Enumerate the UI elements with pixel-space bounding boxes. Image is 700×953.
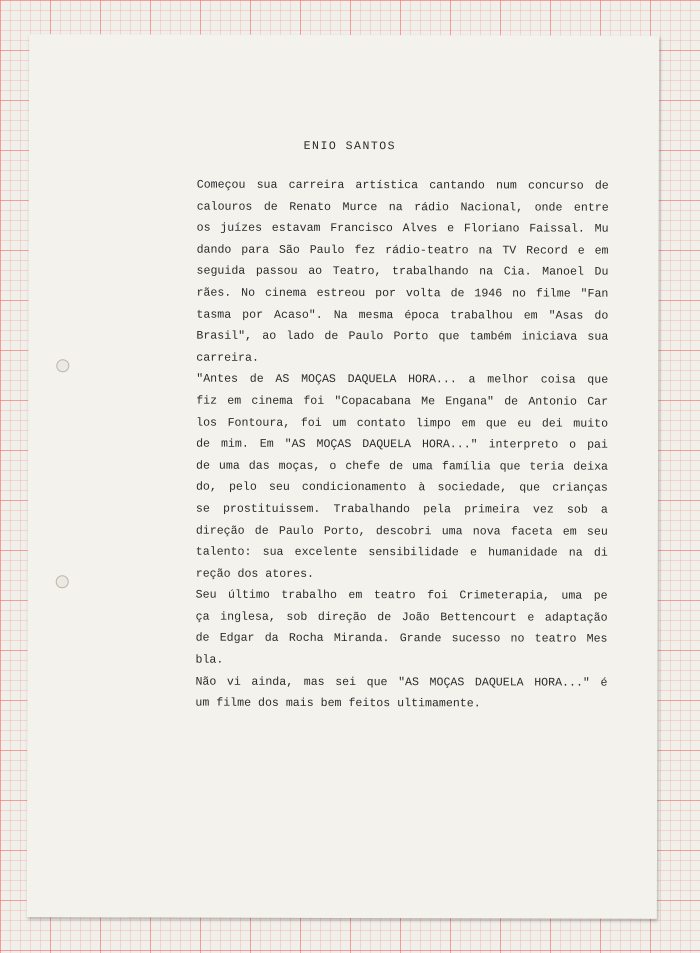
word: João [401,611,430,625]
word: Renato [289,200,332,214]
word: DAQUELA [347,373,397,387]
word: em [227,394,242,408]
word: 1946 [474,287,503,301]
word: Trabalhando [333,502,411,517]
word: um [332,416,347,430]
text-line [196,369,608,392]
text-line [196,520,608,543]
word: sei [335,675,357,689]
word: seu [586,525,608,539]
word: seguida [196,264,246,279]
word: ao [262,329,277,343]
word: e [447,222,455,236]
word: uma [218,459,240,473]
word: MOÇAS [301,373,336,387]
text-line [197,261,609,284]
text-line [197,239,609,262]
word: chefe [345,459,381,473]
text-line [196,434,608,457]
word: rádio [414,200,450,214]
text-line [196,304,608,327]
word: tasma [196,308,232,322]
word: o [569,438,577,452]
word: ainda, [251,675,294,689]
word: adaptação [544,611,608,625]
word: vez [532,503,554,517]
word: pelo [228,481,257,495]
word: crianças [552,481,608,496]
word: sua [262,545,284,559]
word: na [479,265,494,279]
word: Fontoura, [227,416,291,430]
word: condicionamento [301,481,407,495]
word: fiz [196,394,218,408]
word: HORA..." [421,438,478,452]
word: família [441,459,491,474]
word: vi [226,675,241,689]
word: Faissal. [529,222,585,236]
word: "AS [284,437,306,452]
word: mesma [358,308,394,322]
word: os [196,221,211,235]
word: sua [256,178,278,192]
text-line [196,283,608,306]
word: num [495,179,517,193]
word: Manoel [542,265,584,280]
text-line [196,477,608,500]
word: à [418,481,426,495]
word: de [377,610,392,625]
word: Record [526,244,568,258]
word: também [469,330,512,344]
word: humanidade [488,546,558,560]
word: em [523,309,538,323]
word: Grande [399,632,442,646]
word: de [196,437,211,451]
word: artística [355,179,419,193]
word: de [324,330,339,344]
word: no [510,632,525,646]
word: HORA..." [534,676,590,690]
text-line [196,412,608,435]
word: Cia. [503,265,532,279]
text-line [196,326,608,349]
word: pai [587,438,608,452]
word: em [562,525,577,539]
word: época [404,308,440,322]
word: teatro [373,589,416,603]
word: das [248,459,270,473]
word: é [600,676,608,690]
word: que [587,373,609,388]
word: MOÇAS [316,438,352,452]
word: Crimeterapia, [459,589,550,603]
word: na [478,244,493,258]
word: fez [354,243,376,257]
word: Começou [196,178,246,192]
word: AS [275,373,290,387]
word: se [195,502,210,516]
word: que [519,481,541,495]
word: "Copacabana [334,394,411,409]
word: trabalho [281,589,337,603]
word: Francisco [330,222,393,236]
word: de [195,632,210,646]
page-title: ENIO SANTOS [303,139,397,154]
word: Acaso". [274,308,323,322]
word: Engana" [445,395,495,409]
word: talento: [195,545,252,559]
word: estreou [316,286,366,301]
word: São [278,243,300,257]
word: contato [356,416,406,430]
word: Du [594,266,609,280]
word: Murce [342,200,378,214]
word: dando [196,243,232,257]
text-line [197,175,609,198]
text-line [196,455,608,478]
word: de [504,395,519,409]
word: na [568,546,583,560]
word: volta [405,287,441,301]
word: sob [286,610,308,624]
word: de [594,179,609,193]
word: de [450,287,465,301]
word: sua [587,330,609,344]
text-line: carreira. [196,351,259,365]
word: direção [317,610,367,624]
word: No [241,286,256,300]
word: Nacional, [460,200,524,215]
text-line [196,499,608,522]
text-line: reção dos atores. [195,567,315,581]
word: interpreto [488,438,559,452]
word: uma [441,524,463,538]
word: em [461,416,476,430]
word: prostituissem. [222,502,321,516]
text-line [197,196,609,219]
word: na [388,200,403,214]
word: primeira [464,503,520,517]
word: do, [195,480,217,494]
word: direção [195,524,245,538]
word: deixa [573,460,609,474]
word: Teatro, [332,265,382,279]
word: Rocha [288,632,324,646]
word: limpo [416,416,451,430]
word: Mes [586,633,608,647]
text-line [196,606,608,629]
word: por [375,287,397,301]
word: sucesso [451,632,501,646]
word: DAQUELA [362,438,412,452]
word: uma [561,589,583,603]
word: onde [534,201,563,215]
word: por [242,308,264,322]
word: filme [535,287,571,301]
word: Porto [393,330,429,344]
word: em [594,244,609,258]
word: Não [195,675,217,689]
word: Antonio [528,395,578,409]
word: foi [427,589,448,603]
punch-hole [56,359,69,372]
word: Me [421,395,436,409]
word: mas [303,675,325,689]
word: teria [529,460,565,474]
word: e [527,611,535,625]
word: entre [573,201,609,215]
text-line [196,391,608,414]
word: do [594,309,609,323]
word: rádio-teatro [385,243,469,258]
word: estavam [271,222,321,236]
word: último [228,588,270,603]
word: trabalhou [450,308,513,323]
word: a [468,373,476,387]
word: e [577,244,585,258]
word: MOÇAS [429,675,465,689]
word: seu [268,481,290,495]
word: a [600,503,608,517]
text-line: bla. [195,653,224,667]
word: "Fan [580,287,609,301]
word: mim. [220,437,249,451]
word: Na [333,308,348,322]
text-line: um filme dos mais bem feitos ultimamente. [195,696,481,711]
word: de [254,524,269,538]
word: HORA... [408,373,457,387]
word: faceta [510,524,553,539]
word: coisa [540,373,576,387]
word: de [389,459,404,473]
word: eu [517,416,532,431]
text-line [196,542,608,565]
word: cinema [264,286,307,300]
word: que [485,416,507,430]
text-line [195,671,607,694]
word: sensibilidade [368,546,459,560]
word: Seu [195,588,217,602]
word: moças, [278,459,321,473]
word: o [329,459,337,473]
text-line [196,585,608,608]
word: Car [587,395,609,409]
word: rães. [196,286,232,300]
typewritten-page [27,34,659,919]
word: que [366,675,388,689]
word: "Asas [548,309,584,323]
word: concurso [528,179,584,193]
word: Edgar [219,632,255,646]
word: pela [423,503,452,517]
word: cinema [251,394,294,408]
word: carreira [288,178,345,193]
word: Floriano [463,222,520,236]
word: Miranda. [333,632,390,646]
word: que [499,460,521,474]
word: di [593,546,608,560]
word: passou [255,265,298,279]
word: Bettencourt [440,611,517,625]
word: TV [502,244,517,258]
word: uma [412,459,433,473]
word: dei [541,417,563,431]
body-text [195,175,608,716]
word: ça [195,610,210,624]
word: nova [472,524,501,538]
word: muito [573,417,609,431]
word: calouros [196,200,253,214]
word: para [241,243,270,257]
word: foi [300,416,322,430]
word: melhor [487,373,530,387]
word: ao [308,265,323,279]
text-line [196,628,608,651]
word: e [469,546,477,560]
word: "Antes [196,372,239,387]
text-line [197,218,609,241]
word: Em [259,437,274,451]
word: inglesa, [220,610,276,624]
word: em [348,589,363,603]
word: que [438,330,460,344]
word: da [264,632,279,646]
word: lado [286,330,315,344]
word: iniciava [521,330,578,344]
word: Paulo [348,330,384,344]
word: Brasil", [196,329,253,343]
word: cantando [429,179,485,193]
word: pe [593,589,608,603]
word: Paulo [309,243,345,257]
word: Porto, [323,524,366,538]
word: Alves [402,222,438,236]
word: DAQUELA [474,676,524,690]
punch-hole [56,575,69,588]
word: trabalhando [392,265,469,279]
word: "AS [398,675,419,689]
word: foi [303,394,325,408]
word: no [512,287,527,301]
word: sob [566,503,588,517]
word: de [249,373,264,387]
word: de [196,459,210,473]
word: de [263,200,278,214]
word: los [196,416,218,430]
word: Mu [594,222,609,236]
word: excelente [294,545,358,560]
word: juízes [220,221,263,235]
word: sociedade, [437,481,508,495]
word: teatro [534,632,577,647]
word: Paulo [278,524,314,538]
word: descobri [375,524,432,538]
